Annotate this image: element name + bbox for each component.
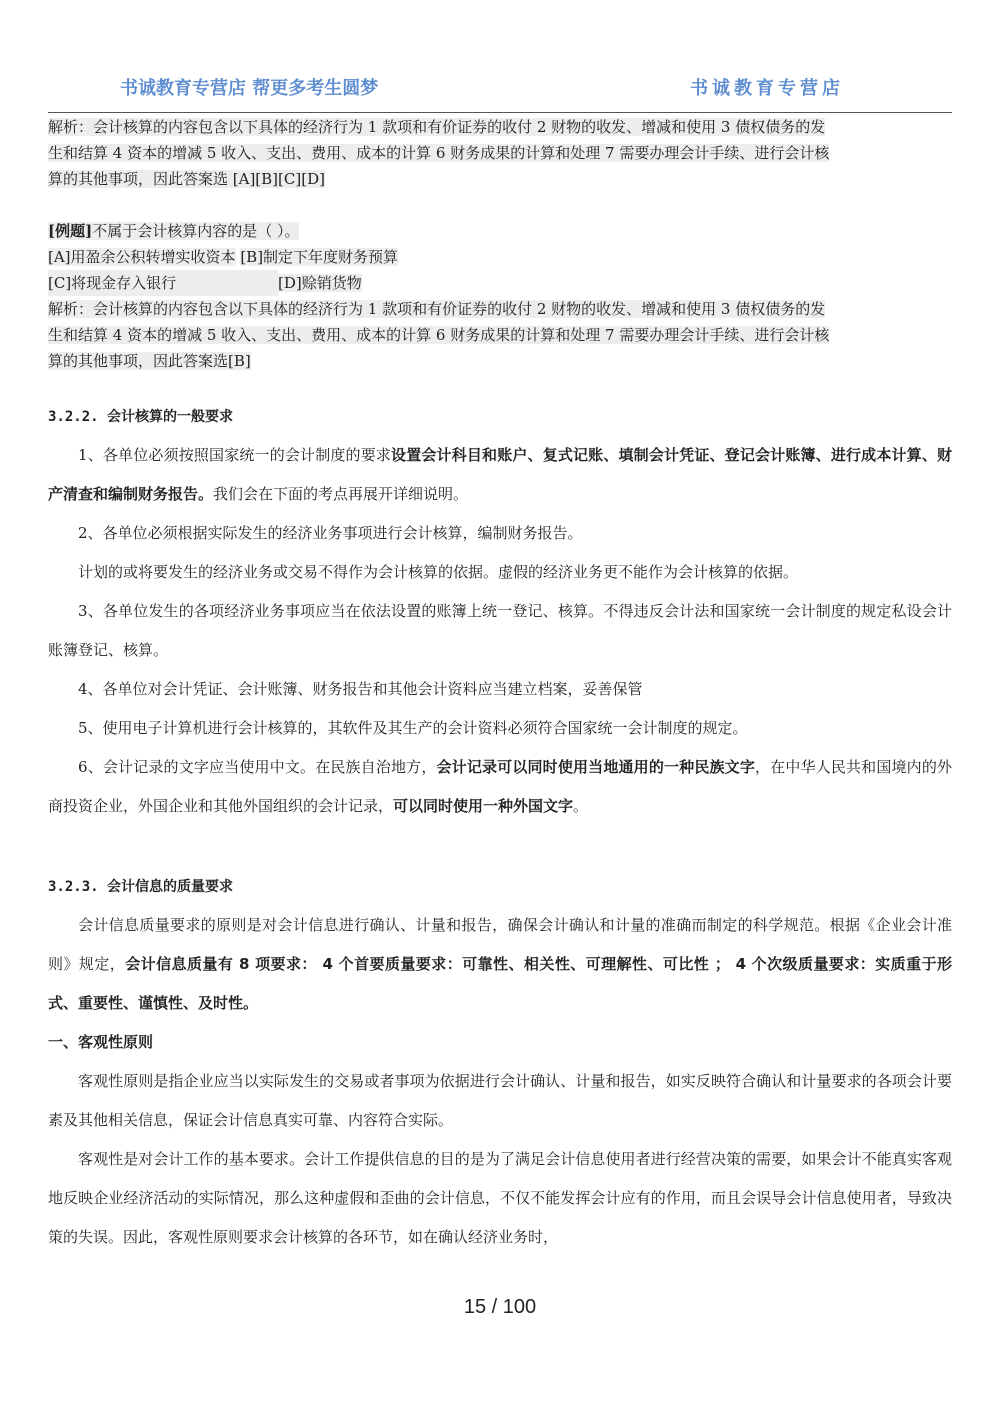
- bold-text: 会计记录可以同时使用当地通用的一种民族文字: [436, 758, 755, 776]
- paragraph: 4、各单位对会计凭证、会计账簿、财务报告和其他会计资料应当建立档案，妥善保管: [78, 680, 643, 698]
- analysis-line: 解析：会计核算的内容包含以下具体的经济行为 1 款项和有价证券的收付 2 财物的收发、增减和使用 3 债权债务的发: [48, 118, 826, 136]
- bold-text: 设置会计科目和账户、复式记账、填制会计凭证、登记会计账簿、进行成本计算、财产清查和编制财务报告。: [48, 446, 952, 503]
- paragraph: [48, 748, 952, 826]
- option-d: [D]赊销货物: [278, 274, 362, 292]
- paragraph: 计划的或将要发生的经济业务或交易不得作为会计核算的依据。虚假的经济业务更不能作为会计核算的依据。: [78, 563, 799, 581]
- analysis-line: 生和结算 4 资本的增减 5 收入、支出、费用、成本的计算 6 财务成果的计算和处理 7 需要办理会计手续、进行会计核: [48, 144, 830, 162]
- section-322-body: [48, 436, 952, 826]
- text: 我们会在下面的考点再展开详细说明。: [213, 485, 469, 503]
- option-a: [A]用盈余公积转增实收资本: [48, 248, 236, 266]
- paragraph: [48, 436, 952, 514]
- paragraph: 客观性原则是指企业应当以实际发生的交易或者事项为依据进行会计确认、计量和报告，如实反映符合确认和计量要求的各项会计要素及其他相关信息，保证会计信息真实可靠、内容符合实际。: [48, 1072, 952, 1129]
- option-c: [C]将现金存入银行: [48, 270, 278, 296]
- paragraph: 客观性是对会计工作的基本要求。会计工作提供信息的目的是为了满足会计信息使用者进行经营决策的需要，如果会计不能真实客观地反映企业经济活动的实际情况，那么这种虚假和歪曲的会计信息，不仅不能发挥会计应有的作用，而且会误导会计信息使用者，导致决策的失误。因此，客观性原则要求会计核算的各环节，如在确认经济业务时，: [48, 1150, 952, 1246]
- analysis-line: 算的其他事项，因此答案选 [A][B][C][D]: [48, 170, 325, 188]
- example-question: [48, 222, 299, 240]
- example-block: [48, 218, 952, 374]
- example-question-text: 不属于会计核算内容的是（ ）。: [92, 222, 300, 240]
- paragraph: [48, 906, 952, 1023]
- section-title-323: 3.2.3. 会计信息的质量要求: [48, 879, 234, 895]
- text: 1、各单位必须按照国家统一的会计制度的要求: [78, 446, 392, 464]
- page-header: [48, 72, 952, 113]
- paragraph: 5、使用电子计算机进行会计核算的，其软件及其生产的会计资料必须符合国家统一会计制度的规定。: [78, 719, 748, 737]
- example-tag: [例题]: [48, 222, 93, 240]
- analysis-line: 生和结算 4 资本的增减 5 收入、支出、费用、成本的计算 6 财务成果的计算和处理 7 需要办理会计手续、进行会计核: [48, 326, 830, 344]
- text: 会计信息质量要求的原则是对会计信息进行确认、计量和报告，确保会计确认和计量的准确而制定的科学规范。根据《企业会计准则》规定，: [48, 916, 952, 973]
- option-b: [B]制定下年度财务预算: [240, 248, 399, 266]
- analysis-line: 算的其他事项，因此答案选[B]: [48, 352, 251, 370]
- bold-text: 可以同时使用一种外国文字: [393, 797, 574, 815]
- header-left-text: 书诚教育专营店 帮更多考生圆梦: [120, 78, 379, 99]
- text: 。: [573, 797, 589, 815]
- text: ，在中华人民共和国境内的外商投资企业，外国企业和其他外国组织的会计记录，: [48, 758, 952, 815]
- page-content: [48, 114, 952, 1257]
- page-number: 15 / 100: [463, 1296, 537, 1318]
- paragraph: 2、各单位必须根据实际发生的经济业务事项进行会计核算，编制财务报告。: [78, 524, 583, 542]
- bold-text: 会计信息质量有 8 项要求： 4 个首要质量要求：可靠性、相关性、可理解性、可比性 ； 4 个次级质量要求：实质重于形式、重要性、谨慎性、及时性。: [48, 955, 952, 1012]
- analysis-line: 解析：会计核算的内容包含以下具体的经济行为 1 款项和有价证券的收付 2 财物的收发、增减和使用 3 债权债务的发: [48, 300, 826, 318]
- header-right-text: 书诚教育专营店: [690, 78, 844, 99]
- text: 6、会计记录的文字应当使用中文。在民族自治地方，: [78, 758, 437, 776]
- analysis-block-1: [48, 114, 952, 192]
- section-323-body: [48, 906, 952, 1257]
- paragraph: 3、各单位发生的各项经济业务事项应当在依法设置的账簿上统一登记、核算。不得违反会计法和国家统一会计制度的规定私设会计账簿登记、核算。: [48, 602, 952, 659]
- section-title-322: 3.2.2. 会计核算的一般要求: [48, 409, 234, 425]
- heading-objectivity: 一、客观性原则: [48, 1033, 154, 1051]
